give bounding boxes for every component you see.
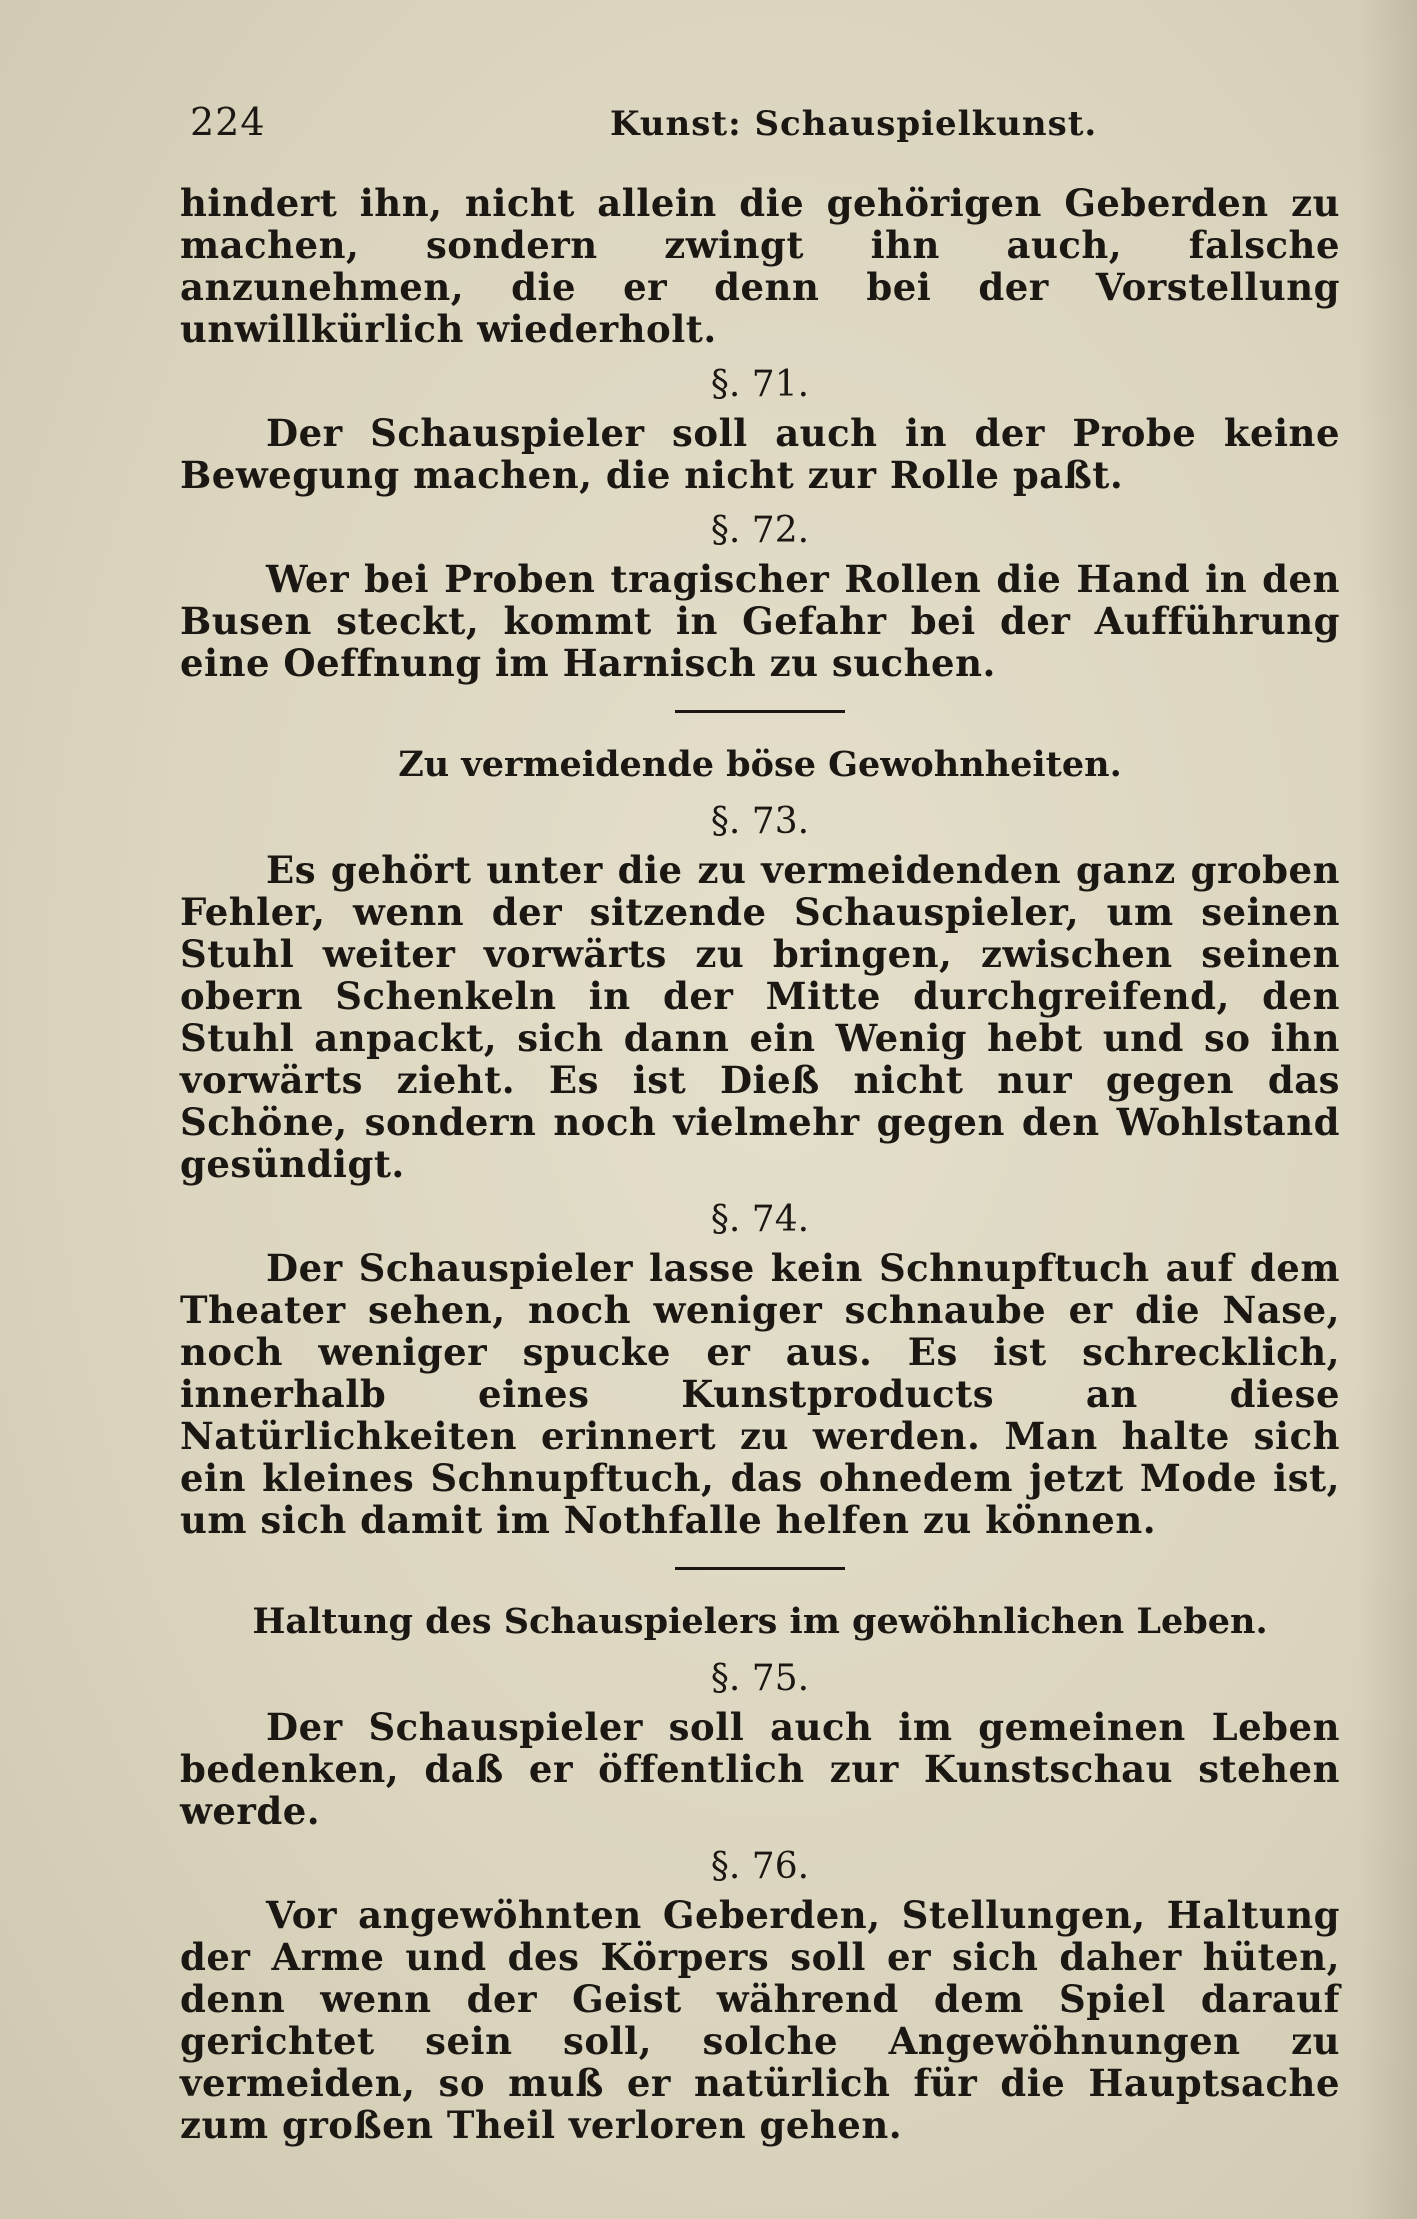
paragraph-75: Der Schauspieler soll auch im gemeinen Leben bedenken, daß er öffentlich zur Kunstschau stehen werde.: [180, 1705, 1340, 1833]
body-text: [180, 182, 1340, 2146]
section-number-74: §. 74.: [710, 1199, 810, 1240]
section-number-73: §. 73.: [710, 801, 810, 842]
running-head: [190, 100, 1340, 160]
page-number: 224: [190, 100, 266, 144]
running-title: Kunst: Schauspielkunst.: [610, 104, 1098, 144]
section-number-76: §. 76.: [710, 1846, 810, 1887]
section-heading-everyday-conduct: Haltung des Schauspielers im gewöhnlichen Leben.: [252, 1601, 1268, 1642]
paragraph-76: Vor angewöhnten Geberden, Stellungen, Haltung der Arme und des Körpers soll er sich daher hüten, denn wenn der Geist während dem Spiel darauf gerichtet sein soll, solche Angewöhnungen zu vermeiden, so muß er natürlich für die Hauptsache zum großen Theil verloren gehen.: [180, 1893, 1340, 2147]
section-number-75: §. 75.: [710, 1658, 810, 1699]
section-heading-bad-habits: Zu vermeidende böse Gewohnheiten.: [398, 744, 1122, 785]
paragraph-intro: hindert ihn, nicht allein die gehörigen Geberden zu machen, sondern zwingt ihn auch, falsche anzunehmen, die er denn bei der Vorstellung unwillkürlich wiederholt.: [180, 181, 1340, 351]
section-divider: [675, 710, 845, 713]
section-number-72: §. 72.: [710, 510, 810, 551]
section-number-71: §. 71.: [710, 364, 810, 405]
paragraph-73: Es gehört unter die zu vermeidenden ganz groben Fehler, wenn der sitzende Schauspieler, um seinen Stuhl weiter vorwärts zu bringen, zwischen seinen obern Schenkeln in der Mitte durchgreifend, den Stuhl anpackt, sich dann ein Wenig hebt und so ihn vorwärts zieht. Es ist Dieß nicht nur gegen das Schöne, sondern noch vielmehr gegen den Wohlstand gesündigt.: [180, 848, 1340, 1186]
paragraph-74: Der Schauspieler lasse kein Schnupftuch auf dem Theater sehen, noch weniger schnaube er die Nase, noch weniger spucke er aus. Es ist schrecklich, innerhalb eines Kunstproducts an diese Natürlichkeiten erinnert zu werden. Man halte sich ein kleines Schnupftuch, das ohnedem jetzt Mode ist, um sich damit im Nothfalle helfen zu können.: [180, 1246, 1340, 1542]
section-divider: [675, 1567, 845, 1570]
paragraph-72: Wer bei Proben tragischer Rollen die Hand in den Busen steckt, kommt in Gefahr bei der Aufführung eine Oeffnung im Harnisch zu suchen.: [180, 557, 1340, 685]
paragraph-71: Der Schauspieler soll auch in der Probe keine Bewegung machen, die nicht zur Rolle paßt.: [180, 411, 1340, 497]
